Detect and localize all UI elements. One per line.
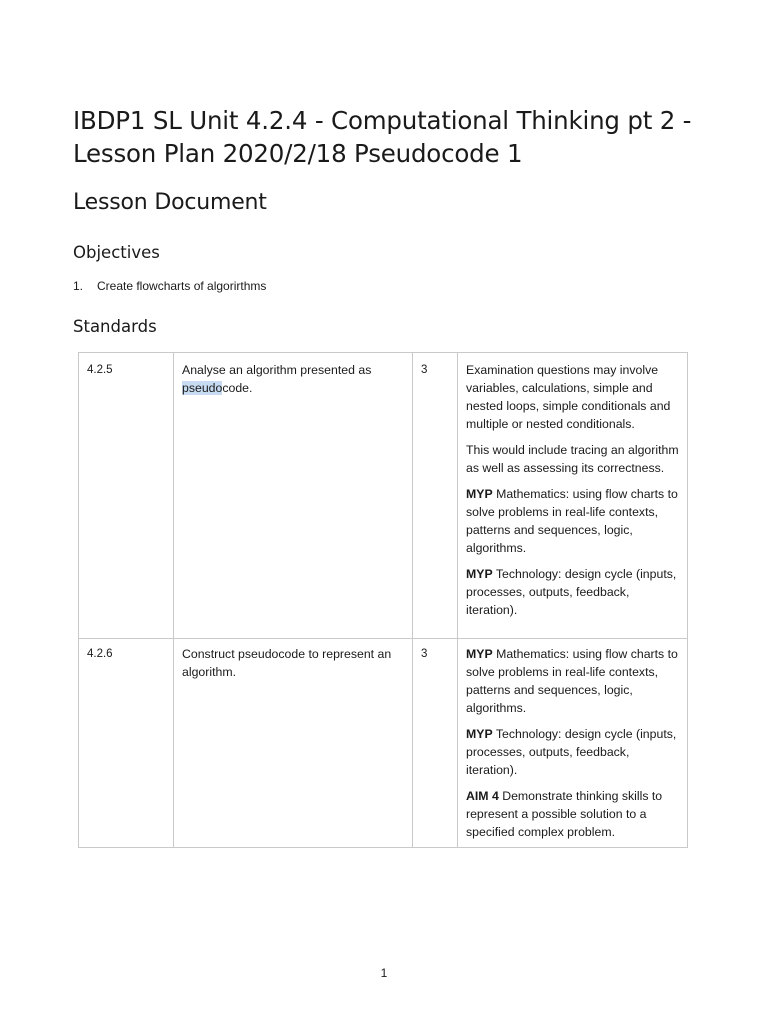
note-bold-label: MYP (466, 567, 493, 581)
note-bold-label: MYP (466, 647, 493, 661)
statement-text: code. (222, 381, 253, 395)
note-paragraph (466, 361, 681, 433)
standard-code: 4.2.6 (79, 639, 174, 848)
page-number: 1 (380, 966, 388, 980)
standard-code: 4.2.5 (79, 353, 174, 639)
note-text: Demonstrate thinking skills to represent a possible solution to a specified complex problem. (466, 789, 663, 839)
note-bold-label: MYP (466, 727, 493, 741)
note-text: Technology: design cycle (inputs, processes, outputs, feedback, iteration). (466, 727, 677, 777)
note-paragraph (466, 787, 681, 841)
note-text: Examination questions may involve variables, calculations, simple and nested loops, simple conditionals and multiple or nested conditionals. (466, 363, 671, 431)
note-paragraph (466, 441, 681, 477)
note-text: Technology: design cycle (inputs, processes, outputs, feedback, iteration). (466, 567, 677, 617)
note-bold-label: AIM 4 (466, 789, 499, 803)
note-text: Mathematics: using flow charts to solve problems in real-life contexts, patterns and sequences, logic, algorithms. (466, 487, 678, 555)
standard-statement (174, 353, 413, 639)
highlighted-text: pseudo (182, 381, 223, 395)
statement-line: Analyse an algorithm presented as (182, 363, 372, 377)
standards-table (78, 352, 688, 848)
standard-level: 3 (413, 353, 458, 639)
note-text: Mathematics: using flow charts to solve problems in real-life contexts, patterns and sequences, logic, algorithms. (466, 647, 678, 715)
note-paragraph (466, 725, 681, 779)
section-heading-lesson-document: Lesson Document (73, 190, 267, 215)
note-paragraph (466, 565, 681, 619)
document-title (73, 104, 713, 170)
objectives-list (73, 278, 266, 294)
standard-statement: Construct pseudocode to represent an algorithm. (174, 639, 413, 848)
note-bold-label: MYP (466, 487, 493, 501)
standards-heading: Standards (73, 317, 157, 336)
standard-level: 3 (413, 639, 458, 848)
standard-notes (458, 639, 688, 848)
objective-number: 1. (73, 279, 84, 293)
table-row (79, 353, 688, 639)
objective-item (73, 278, 266, 294)
objective-text: Create flowcharts of algorirthms (97, 279, 267, 293)
standard-notes (458, 353, 688, 639)
table-row (79, 639, 688, 848)
note-paragraph (466, 485, 681, 557)
document-title-line: Lesson Plan 2020/2/18 Pseudocode 1 (73, 139, 523, 168)
objectives-heading: Objectives (73, 243, 160, 262)
note-text: This would include tracing an algorithm as well as assessing its correctness. (466, 443, 679, 475)
note-paragraph (466, 645, 681, 717)
document-title-line: IBDP1 SL Unit 4.2.4 - Computational Thinking pt 2 - (73, 106, 692, 135)
